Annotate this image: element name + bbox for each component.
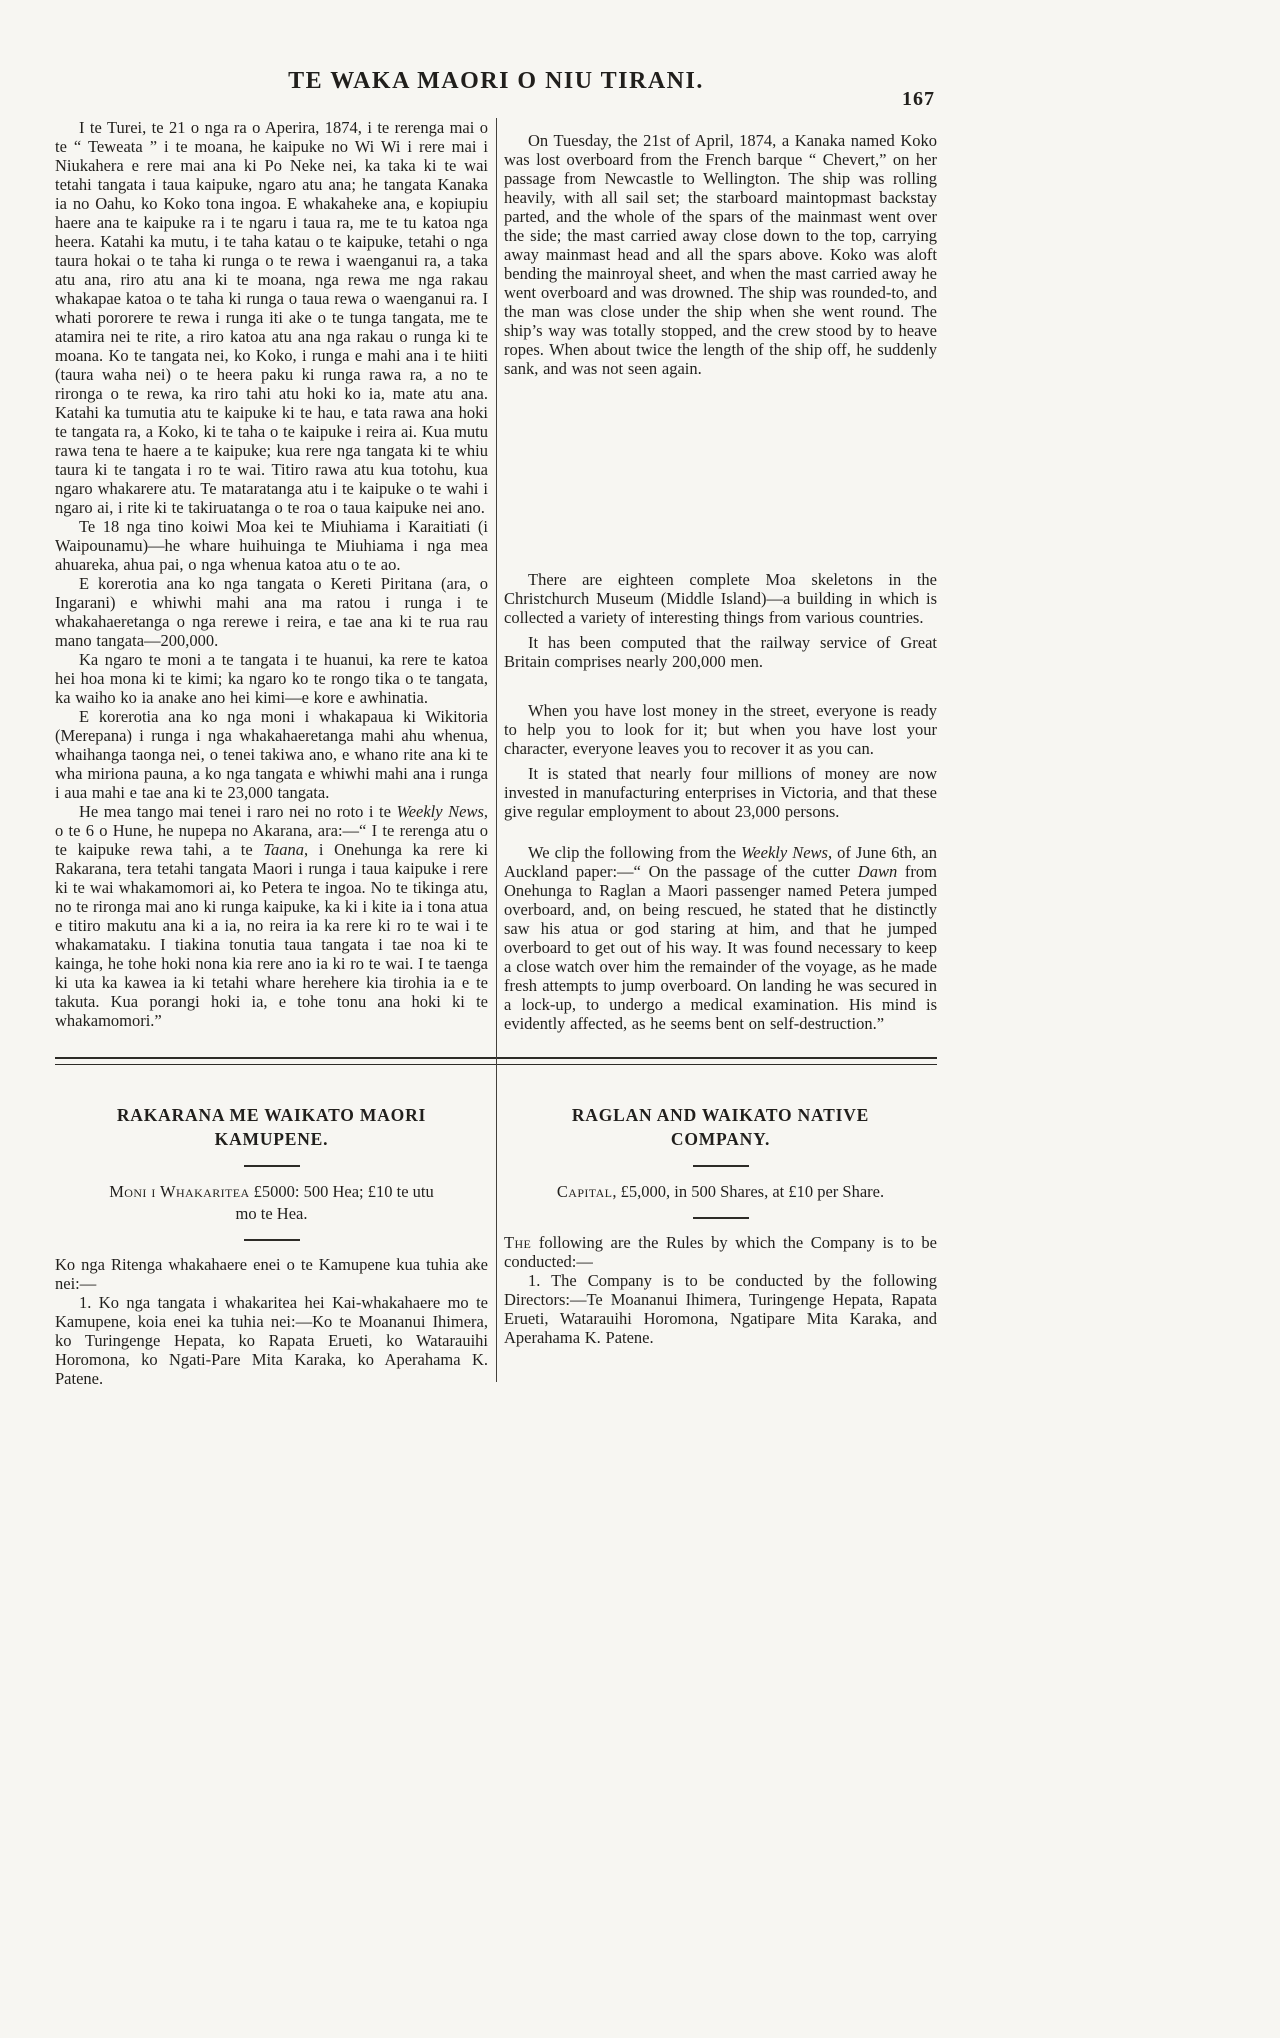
maori-paragraph-railway: E korerotia ana ko nga tangata o Kereti Piritana (ara, o Ingarani) e whiwhi mahi ana ma ratou i runga i te whakahaeretanga o nga rerewe i reira, e tae ana ki te rua rau mano tangata—200,000.: [55, 574, 488, 650]
ornament-rule: [693, 1217, 749, 1219]
text-segment: from Onehunga to Raglan a Maori passenger named Petera jumped overboard, and, on being rescued, he stated that he distinctly saw his atua or god staring at him, and that he jumped overboard to get out of his way. It was found necessary to keep a close watch over him the remainder of the voyage, as he made fresh attempts to jump overboard. On landing he was secured in a lock-up, to undergo a medical examination. His mind is evidently affected, as he seems bent on self-destruction.”: [504, 862, 937, 1033]
masthead-title: TE WAKA MAORI O NIU TIRANI.: [288, 68, 704, 94]
heading-line: RAKARANA ME WAIKATO MAORI: [116, 1105, 427, 1125]
heading-line: RAGLAN AND WAIKATO NATIVE: [571, 1105, 870, 1125]
maori-rule-1: 1. Ko nga tangata i whakaritea hei Kai-whakahaere mo te Kamupene, koia enei ka tuhia nei:—Ko te Moananui Ihimera, ko Turingenge Hepata, ko Rapata Erueti, ko Watarauihi Horomona, ko Ngati-Pare Mita Karaka, ko Aperahama K. Patene.: [55, 1293, 488, 1388]
english-article-column: [504, 118, 937, 1033]
english-rule-1: 1. The Company is to be conducted by the following Directors:—Te Moananui Ihimera, Turingenge Hepata, Rapata Erueti, Watarauihi Horomona, Ngatipare Mita Karaka, and Aperahama K. Patene.: [504, 1271, 937, 1347]
page-header: [55, 68, 937, 118]
maori-paragraph-victoria: E korerotia ana ko nga moni i whakapaua ki Wikitoria (Merepana) i runga i nga whakahaeretanga mahi ahu whenua, whaihanga taonga nei, o tenei takiwa ano, e whano rite ana ki te wha miriona pauna, a ko nga tangata e whiwhi mahi ana i runga i aua mahi e tae ana ki te 23,000 tangata.: [55, 707, 488, 802]
italic-publication-name: Weekly News: [396, 802, 484, 821]
italic-publication-name: Weekly News: [741, 843, 828, 862]
text-segment: We clip the following from the: [528, 843, 742, 862]
text-segment: , o te 6 o Hune, he nupepa no Akarana, ara:—“ I te rerenga atu o te kaipuke rewa tahi, a te: [55, 802, 488, 859]
column-divider-rule: [496, 118, 497, 1382]
text-segment: He mea tango mai tenei i raro nei no roto i te: [79, 802, 397, 821]
page-body: [55, 118, 937, 1388]
page-number: 167: [902, 88, 935, 110]
ornament-rule: [693, 1165, 749, 1167]
maori-paragraph-lost-money: Ka ngaro te moni a te tangata i te huanui, ka rere te katoa hei hoa mona ki te kimi; ka ngaro ko te rongo tika o te tangata, ka waiho ko ia anake ano hei kimi—e kore e awhinatia.: [55, 650, 488, 707]
capital-line: [55, 1181, 488, 1203]
maori-paragraph-moa-skeletons: Te 18 nga tino koiwi Moa kei te Miuhiama i Karaitiati (i Waipounamu)—he whare huihuinga te Miuhiama i nga mea ahuareka, ahua pai, o nga whenua katoa atu o te ao.: [55, 517, 488, 574]
heading-line: COMPANY.: [670, 1129, 771, 1149]
ornament-rule: [244, 1165, 300, 1167]
maori-company-column: [55, 1103, 488, 1388]
smallcaps-label: The: [504, 1233, 532, 1252]
text-segment: £5000: 500 Hea; £10 te utu: [249, 1182, 434, 1201]
maori-capital-statement: [55, 1181, 488, 1225]
maori-article-column: [55, 118, 488, 1030]
maori-rules-intro: Ko nga Ritenga whakahaere enei o te Kamupene kua tuhia ake nei:—: [55, 1255, 488, 1293]
smallcaps-label: Moni i Whakaritea: [109, 1182, 250, 1201]
english-paragraph-shipwreck: On Tuesday, the 21st of April, 1874, a Kanaka named Koko was lost overboard from the French barque “ Chevert,” on her passage from Newcastle to Wellington. The ship was rolling heavily, with all sail set; the starboard maintopmast backstay parted, and the whole of the spars of the mainmast went over the side; the mast carried away close down to the top, carrying away mainmast head and all the spars above. Koko was aloft bending the mainroyal sheet, and when the mast carried away he went overboard and was drowned. The ship was rounded-to, and the man was close under the ship when she went round. The ship’s way was totally stopped, and the crew stood by to heave ropes. When about twice the length of the ship off, he suddenly sank, and was not seen again.: [504, 131, 937, 378]
page-sheet: [55, 0, 937, 1388]
italic-vessel-name: Taana: [263, 840, 305, 859]
italic-vessel-name: Dawn: [857, 862, 898, 881]
smallcaps-label: Capital: [556, 1182, 613, 1201]
ornament-rule: [244, 1239, 300, 1241]
english-paragraph-weekly-news: [504, 843, 937, 1033]
english-paragraph-lost-money: When you have lost money in the street, everyone is ready to help you to look for it; but when you have lost your character, everyone leaves you to recover it as you can.: [504, 701, 937, 758]
maori-paragraph-shipwreck: I te Turei, te 21 o nga ra o Aperira, 1874, i te rerenga mai o te “ Teweata ” i te moana, he kaipuke no Wi Wi i rere mai i Niukahera e rere mai ana ki Po Neke nei, ka taka ki te wai tetahi tangata i taua kaipuke, ngaro atu ana; he tangata Kanaka ia no Oahu, ko Koko tona ingoa. E whakaheke ana, e kopiupiu haere ana te kaipuke ra i te ngaru i taua ra, me te tu katoa nga heera. Katahi ka mutu, i te taha katau o te kaipuke, tetahi o nga taura hokai o te taha ki runga o te rewa i waenganui ra, a taka atu ana, riro atu ana ki te moana, nga rewa me nga rakau whakapae katoa o te taha ki runga o taua rewa o waenganui ra. I whati pororere te rewa i runga iti ake o te tunga tangata, me te atamira nei te rite, a riro katoa atu ana nga rakau o runga ki te moana. Ko te tangata nei, ko Koko, i runga e mahi ana i te hiiti (taura waha nei) o te heera paku ki runga rawa ra, a no te rironga o te rewa, ka riro tahi atu hoki ko ia, mate atu ana. Katahi ka tumutia atu te kaipuke ki te hau, e tata rawa ana hoki te tangata ra, a Koko, ki te taha o te kaipuke i reira ai. Kua mutu rawa tena te haere a te kaipuke; kua rere nga tangata ki te whiu taura ki te tangata i ro te wai. Titiro rawa atu kua totohu, kua ngaro whakarere atu. Te mataratanga atu i te kaipuke o te wahi i ngaro ai, i rite ki te takiruatanga o te roa o taua kaipuke nei ano.: [55, 118, 488, 517]
text-segment: , of June 6th, an Auckland paper:—“ On the passage of the cutter: [504, 843, 937, 881]
english-capital-statement: [504, 1181, 937, 1203]
capital-line: mo te Hea.: [235, 1204, 308, 1223]
maori-company-heading: [55, 1103, 488, 1151]
maori-paragraph-weekly-news: [55, 802, 488, 1030]
english-rules-intro: [504, 1233, 937, 1271]
english-company-column: [504, 1103, 937, 1347]
text-segment: following are the Rules by which the Company is to be conducted:—: [504, 1233, 937, 1271]
english-paragraph-railway: It has been computed that the railway service of Great Britain comprises nearly 200,000 men.: [504, 633, 937, 671]
english-paragraph-victoria: It is stated that nearly four millions of money are now invested in manufacturing enterprises in Victoria, and that these give regular employment to about 23,000 persons.: [504, 764, 937, 821]
english-paragraph-moa-skeletons: There are eighteen complete Moa skeletons in the Christchurch Museum (Middle Island)—a building in which is collected a variety of interesting things from various countries.: [504, 570, 937, 627]
text-segment: , i Onehunga ka rere ki Rakarana, tera tetahi tangata Maori i runga i taua kaipuke i rere ki te wai whakamomori ai, ko Petera te ingoa. No te tikinga atu, no te rironga mai ano ki runga kaipuke, ka ki i kite ia i tona atua e titiro makutu ana ki a ia, no reira ia ka rere ki ro te wai i te whakamataku. I tiakina tonutia taua tangata i tae noa ki te kainga, he tohe hoki nona kia rere ano ia ki ro te wai. I te taenga ki uta ka kawea ia ki tetahi whare herehere kia tirohia ia e te takuta. Kua porangi hoki ia, e tohe tonu ana hoki ki te whakamomori.”: [55, 840, 488, 1030]
text-segment: , £5,000, in 500 Shares, at £10 per Share.: [612, 1182, 885, 1201]
english-company-heading: [504, 1103, 937, 1151]
heading-line: KAMUPENE.: [214, 1129, 329, 1149]
